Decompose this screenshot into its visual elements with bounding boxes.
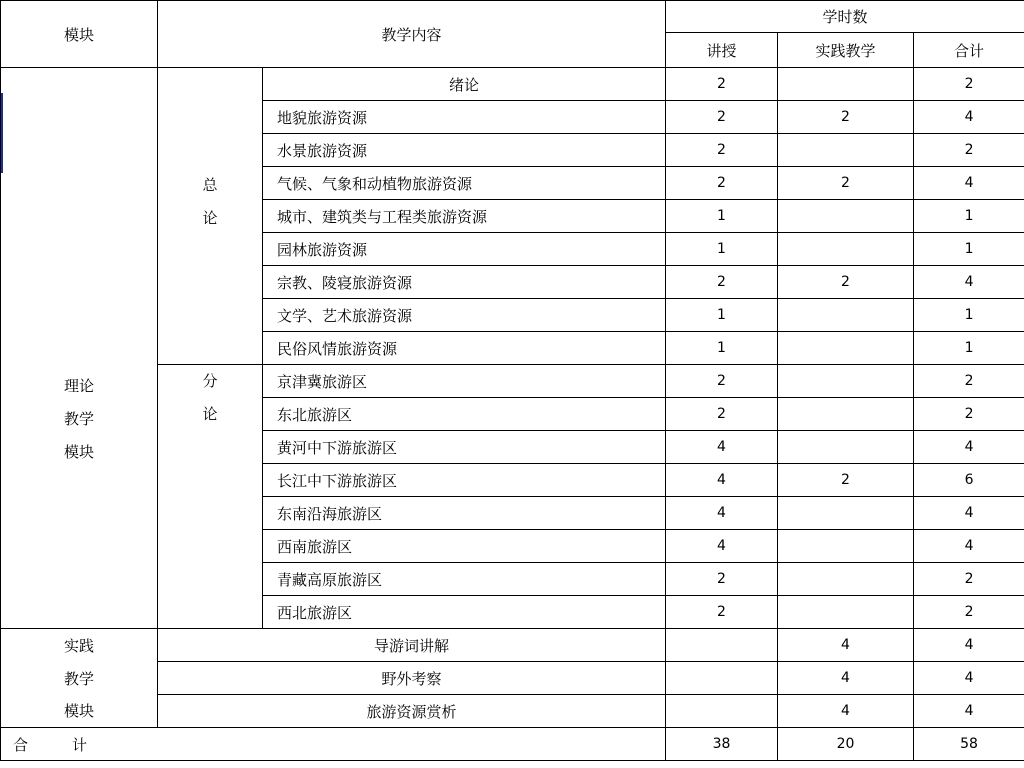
lecture-hours-cell: 1 [666,299,778,332]
lecture-hours-cell [666,629,778,662]
specific-section-label-line: 论 [202,405,218,423]
content-cell: 水景旅游资源 [263,134,666,167]
general-section-label-line: 总 [202,176,218,194]
total-hours-cell: 4 [914,629,1024,662]
content-cell: 园林旅游资源 [263,233,666,266]
content-cell: 东北旅游区 [263,398,666,431]
total-hours-cell: 4 [914,167,1024,200]
theory-module-name [1,68,158,629]
header-total: 合计 [914,33,1024,68]
total-hours-cell: 4 [914,695,1024,728]
lecture-hours-cell: 2 [666,167,778,200]
practice-hours-cell: 2 [778,101,914,134]
theory-module-name-line: 模块 [63,443,94,461]
lecture-hours-cell: 2 [666,266,778,299]
content-cell: 青藏高原旅游区 [263,563,666,596]
content-cell: 地貌旅游资源 [263,101,666,134]
lecture-hours-cell: 4 [666,464,778,497]
content-cell: 气候、气象和动植物旅游资源 [263,167,666,200]
practice-hours-cell [778,134,914,167]
total-hours-cell: 2 [914,134,1024,167]
total-hours-cell: 4 [914,497,1024,530]
header-module: 模块 [1,1,158,68]
practice-hours-cell: 4 [778,695,914,728]
total-hours-cell: 2 [914,398,1024,431]
practice-hours-cell [778,563,914,596]
lecture-hours-cell: 4 [666,497,778,530]
total-hours-cell: 2 [914,68,1024,101]
lecture-hours-cell: 1 [666,332,778,365]
total-hours-cell: 6 [914,464,1024,497]
general-section-label-line: 论 [202,209,218,227]
practice-hours-cell: 2 [778,266,914,299]
totals-practice: 20 [778,728,914,761]
practice-module-name-line: 教学 [1,662,158,695]
practice-hours-cell [778,332,914,365]
lecture-hours-cell [666,695,778,728]
practice-hours-cell [778,431,914,464]
total-hours-cell: 2 [914,365,1024,398]
content-cell: 京津冀旅游区 [263,365,666,398]
total-hours-cell: 1 [914,299,1024,332]
lecture-hours-cell [666,662,778,695]
content-cell: 导游词讲解 [158,629,666,662]
content-cell: 文学、艺术旅游资源 [263,299,666,332]
table-row [1,68,1024,101]
theory-module-name-line: 理论 [63,377,94,395]
practice-hours-cell: 2 [778,167,914,200]
practice-hours-cell [778,200,914,233]
lecture-hours-cell: 4 [666,431,778,464]
header-lecture: 讲授 [666,33,778,68]
content-cell: 野外考察 [158,662,666,695]
lecture-hours-cell: 2 [666,134,778,167]
total-hours-cell: 1 [914,332,1024,365]
totals-lecture: 38 [666,728,778,761]
lecture-hours-cell: 2 [666,596,778,629]
practice-hours-cell [778,398,914,431]
total-hours-cell: 2 [914,596,1024,629]
lecture-hours-cell: 2 [666,101,778,134]
table-row [1,629,1024,662]
practice-hours-cell [778,530,914,563]
practice-module-name-line: 模块 [1,695,158,728]
content-cell: 宗教、陵寝旅游资源 [263,266,666,299]
lecture-hours-cell: 2 [666,563,778,596]
lecture-hours-cell: 1 [666,200,778,233]
total-hours-cell: 2 [914,563,1024,596]
totals-total: 58 [914,728,1024,761]
header-hours: 学时数 [666,1,1024,33]
content-cell: 旅游资源赏析 [158,695,666,728]
practice-hours-cell: 2 [778,464,914,497]
lecture-hours-cell: 4 [666,530,778,563]
specific-section-label-line: 分 [202,372,218,390]
practice-hours-cell: 4 [778,629,914,662]
practice-hours-cell: 4 [778,662,914,695]
totals-label: 合计 [1,728,666,761]
content-cell: 黄河中下游旅游区 [263,431,666,464]
content-cell: 绪论 [263,68,666,101]
total-hours-cell: 4 [914,431,1024,464]
practice-hours-cell [778,596,914,629]
lecture-hours-cell: 2 [666,68,778,101]
content-cell: 西北旅游区 [263,596,666,629]
lecture-hours-cell: 2 [666,365,778,398]
content-cell: 西南旅游区 [263,530,666,563]
practice-hours-cell [778,365,914,398]
lecture-hours-cell: 1 [666,233,778,266]
practice-hours-cell [778,68,914,101]
total-hours-cell: 4 [914,662,1024,695]
total-hours-cell: 4 [914,530,1024,563]
practice-hours-cell [778,233,914,266]
header-content: 教学内容 [158,1,666,68]
theory-module-name-line: 教学 [63,410,94,428]
total-hours-cell: 4 [914,101,1024,134]
lecture-hours-cell: 2 [666,398,778,431]
header-row-1 [1,1,1024,33]
practice-hours-cell [778,497,914,530]
total-hours-cell: 4 [914,266,1024,299]
content-cell: 民俗风情旅游资源 [263,332,666,365]
practice-module-name-line: 实践 [1,629,158,662]
content-cell: 长江中下游旅游区 [263,464,666,497]
header-practice: 实践教学 [778,33,914,68]
table-row [1,662,1024,695]
total-hours-cell: 1 [914,233,1024,266]
specific-section-label [158,365,263,629]
practice-hours-cell [778,299,914,332]
table-row [1,695,1024,728]
totals-row [1,728,1024,761]
content-cell: 城市、建筑类与工程类旅游资源 [263,200,666,233]
general-section-label [158,68,263,365]
total-hours-cell: 1 [914,200,1024,233]
content-cell: 东南沿海旅游区 [263,497,666,530]
